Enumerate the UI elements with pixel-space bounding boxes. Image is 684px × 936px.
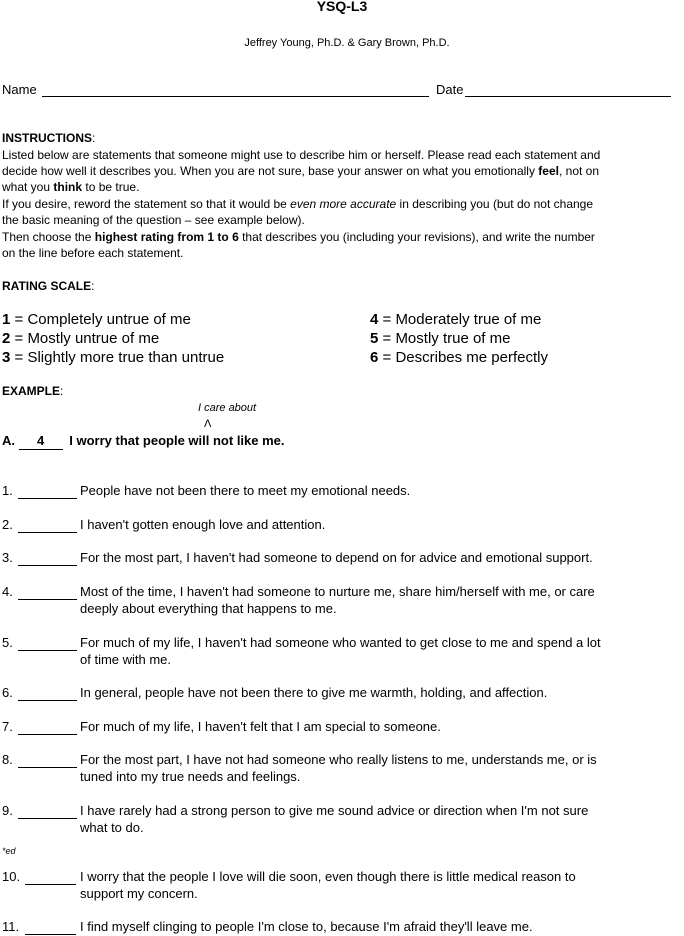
instr-bold-feel: feel — [538, 164, 559, 178]
rating-6 — [370, 348, 548, 367]
item-answer-field[interactable] — [25, 884, 76, 885]
item-statement: I have rarely had a strong person to give me sound advice or direction when I'm not sure — [80, 803, 589, 818]
instructions-line-5: the basic meaning of the question – see example below). — [2, 213, 305, 227]
item-statement: I haven't gotten enough love and attention. — [80, 517, 326, 532]
instr-text: Then choose the — [2, 230, 95, 244]
date-label: Date — [436, 82, 464, 97]
example-answer-value: 4 — [37, 433, 45, 448]
rating-text: = Mostly true of me — [378, 330, 511, 347]
name-label: Name — [2, 82, 37, 97]
rating-text: = Moderately true of me — [378, 311, 542, 328]
item-statement-cont: of time with me. — [80, 652, 172, 667]
item-statement: Most of the time, I haven't had someone to nurture me, share him/herself with me, or care — [80, 584, 595, 599]
example-revision: I care about — [198, 402, 257, 414]
item-answer-field[interactable] — [18, 565, 77, 566]
example-answer — [19, 433, 63, 450]
rating-num: 4 — [370, 311, 379, 328]
item-statement: For the most part, I haven't had someone to depend on for advice and emotional support. — [80, 550, 593, 565]
rating-1 — [2, 310, 191, 329]
instr-text: decide how well it describes you. When you are not sure, base your answer on what you emotionally — [2, 164, 539, 178]
item-number: 6. — [2, 685, 13, 700]
authors: Jeffrey Young, Ph.D. & Gary Brown, Ph.D. — [244, 37, 450, 49]
rating-num: 1 — [2, 311, 11, 328]
instructions-line-1: Listed below are statements that someone might use to describe him or herself. Please read each statement and — [2, 148, 601, 162]
rating-scale-heading — [2, 278, 94, 295]
rating-text: = Mostly untrue of me — [10, 330, 160, 347]
item-statement: For much of my life, I haven't had someone who wanted to get close to me and spend a lot — [80, 635, 601, 650]
example-heading — [2, 383, 63, 400]
rating-num: 5 — [370, 330, 379, 347]
item-answer-field[interactable] — [18, 767, 77, 768]
item-answer-field[interactable] — [18, 650, 77, 651]
item-statement-cont: what to do. — [80, 820, 144, 835]
item-statement: For the most part, I have not had someone who really listens to me, understands me, or is — [80, 752, 597, 767]
example-label: A. — [2, 433, 15, 448]
caret-icon: Λ — [204, 418, 212, 430]
instructions-heading — [2, 130, 95, 147]
instr-bold-rating: highest rating from 1 to 6 — [94, 230, 239, 244]
item-answer-field[interactable] — [18, 818, 77, 819]
example-statement: I worry that people will not like me. — [69, 433, 285, 448]
item-statement-cont: tuned into my true needs and feelings. — [80, 769, 301, 784]
rating-text: = Describes me perfectly — [378, 349, 548, 366]
date-field[interactable] — [465, 96, 671, 97]
example-item — [2, 433, 285, 450]
instr-text: what you — [2, 180, 54, 194]
instructions-line-4 — [2, 196, 593, 213]
rating-scale-heading-text: RATING SCALE — [2, 279, 92, 293]
item-statement-cont: support my concern. — [80, 886, 198, 901]
instr-text: to be true. — [82, 180, 140, 194]
instructions-heading-text: INSTRUCTIONS — [2, 131, 92, 145]
page-title: YSQ-L3 — [316, 0, 368, 14]
item-number: 4. — [2, 584, 13, 599]
rating-5 — [370, 329, 510, 348]
instr-text: , not on — [558, 164, 600, 178]
instr-bold-think: think — [53, 180, 83, 194]
instructions-line-3 — [2, 179, 139, 196]
item-number: 1. — [2, 483, 13, 498]
item-statement: In general, people have not been there to give me warmth, holding, and affection. — [80, 685, 548, 700]
item-answer-field[interactable] — [25, 934, 76, 935]
example-heading-colon: : — [60, 384, 64, 398]
rating-text: = Slightly more true than untrue — [10, 349, 225, 366]
item-number: 10. — [2, 869, 21, 884]
item-statement-cont: deeply about everything that happens to me. — [80, 601, 337, 616]
item-answer-field[interactable] — [18, 700, 77, 701]
instr-text: in describing you (but do not change — [396, 197, 594, 211]
instructions-heading-colon: : — [92, 131, 96, 145]
example-heading-text: EXAMPLE — [2, 384, 61, 398]
rating-num: 6 — [370, 349, 379, 366]
instr-italic: even more accurate — [290, 197, 397, 211]
item-answer-field[interactable] — [18, 734, 77, 735]
item-statement: People have not been there to meet my emotional needs. — [80, 483, 411, 498]
instructions-line-7: on the line before each statement. — [2, 246, 184, 260]
rating-scale-heading-colon: : — [91, 279, 95, 293]
name-field[interactable] — [42, 96, 429, 97]
item-number: 11. — [2, 919, 20, 934]
item-statement: I worry that the people I love will die soon, even though there is little medical reason to — [80, 869, 576, 884]
item-number: 3. — [2, 550, 13, 565]
rating-num: 3 — [2, 349, 11, 366]
item-number: 9. — [2, 803, 13, 818]
rating-text: = Completely untrue of me — [10, 311, 191, 328]
instructions-line-2 — [2, 163, 599, 180]
rating-2 — [2, 329, 159, 348]
item-statement: I find myself clinging to people I'm close to, because I'm afraid they'll leave me. — [80, 919, 533, 934]
item-statement: For much of my life, I haven't felt that I am special to someone. — [80, 719, 441, 734]
section-mark: *ed — [2, 846, 16, 856]
item-number: 5. — [2, 635, 13, 650]
instructions-line-6 — [2, 229, 595, 246]
item-number: 7. — [2, 719, 13, 734]
item-answer-field[interactable] — [18, 532, 77, 533]
item-number: 8. — [2, 752, 13, 767]
rating-4 — [370, 310, 541, 329]
rating-num: 2 — [2, 330, 11, 347]
rating-3 — [2, 348, 224, 367]
instr-text: that describes you (including your revisions), and write the number — [238, 230, 595, 244]
instr-text: If you desire, reword the statement so that it would be — [2, 197, 291, 211]
item-answer-field[interactable] — [18, 498, 77, 499]
item-answer-field[interactable] — [18, 599, 77, 600]
item-number: 2. — [2, 517, 13, 532]
